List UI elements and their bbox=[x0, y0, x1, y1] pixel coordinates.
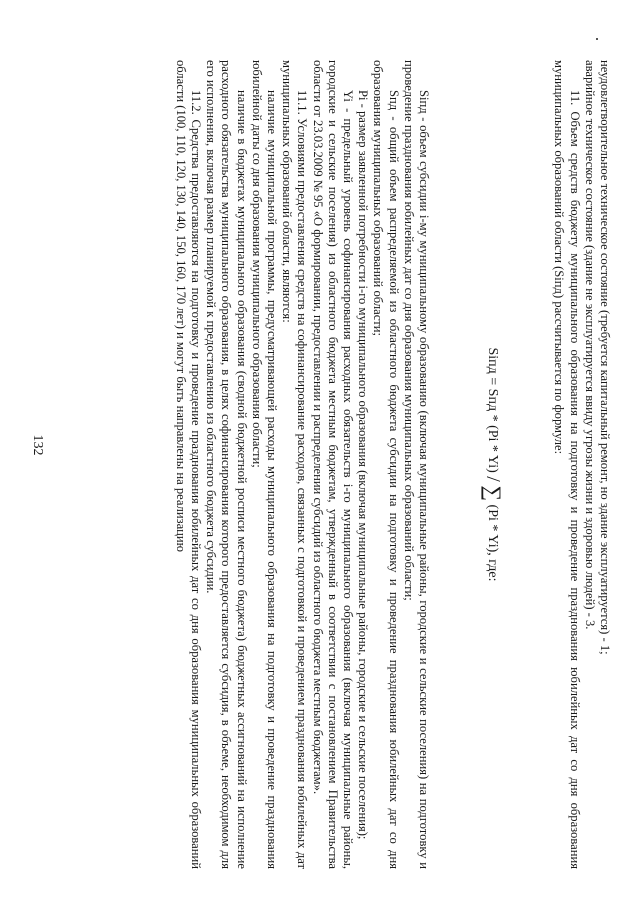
division-slash: / bbox=[482, 476, 505, 482]
paragraph-clause-11-2: 11.2. Средства предоставляются на подготовку и проведение празднования юбилейных дат со дня образования муниципальных образований области (100, 110, 120, 130, 140, 150, 160, 170 лет) и могут быть направлены на реализацию bbox=[173, 60, 203, 869]
definition-si: Siпд - объем субсидии i-му муниципальному образованию (включая муниципальные районы, городские и сельские поселения) на подготовку и проведение празднования юбилейных дат со дня образования муниципальных образований области; bbox=[401, 60, 431, 869]
definition-y: Yi - предельный уровень софинансирования расходных обязательств i-го муниципального образования (включая муниципальные районы, городские и сельские поселения) из областного бюджета местным бюджетам, утвержденный в соответствии с постановлением Правительства области от 23.03.2009 № 95 «О формировании, предоставлении и распределении субсидий из областного бюджета местным бюджетам». bbox=[310, 60, 355, 869]
spacer bbox=[519, 60, 551, 869]
formula bbox=[481, 60, 507, 869]
rotated-page-content bbox=[80, 0, 640, 905]
spacer bbox=[431, 60, 463, 869]
paragraph-clause-11: 11. Объем средств бюджету муниципального образования на подготовку и проведение празднования юбилейных дат со дня образования муниципальных образований области (Siпд) рассчитывается по формуле: bbox=[552, 60, 582, 869]
paragraph-condition-poor: неудовлетворительное техническое состояние (требуется капитальный ремонт, но здание эксплуатируется) - 1; bbox=[598, 60, 612, 655]
sum-sign: ∑ bbox=[481, 485, 507, 502]
paragraph-condition-program: наличие муниципальной программы, предусматривающей расходы муниципального образования на подготовку и проведение празднования юбилейной даты со дня образования муниципального образования области; bbox=[249, 60, 279, 869]
paragraph-clause-11-1: 11.1. Условиями предоставления средств на софинансирование расходов, связанных с подготовкой и проведением празднования юбилейных дат муниципальных образований области, являются: bbox=[280, 60, 310, 869]
page-number: 132 bbox=[30, 434, 45, 456]
definition-s: Sпд - общий объем распределяемой из областного бюджета субсидии на подготовку и проведение празднования юбилейных дат со дня образования муниципальных образований области; bbox=[371, 60, 401, 869]
definition-p: Pi - размер заявленной потребности i-го муниципального образования (включая муниципальные районы, городские и сельские поселения); bbox=[356, 90, 371, 840]
paragraph-condition-budget: наличие в бюджетах муниципального образования (сводной бюджетной росписи местного бюджета) бюджетных ассигнований на исполнение расходного обязательства муниципального образования, в целях софинансирования которого предоставляется субсидия, в объеме, необходимом для его исполнения, включая размер планируемой к предоставлению из областного бюджета субсидии. bbox=[204, 60, 249, 869]
formula-lhs: Siпд = Sпд * (Pi * Yi) bbox=[485, 347, 501, 473]
formula-rhs: (Pi * Yi), где: bbox=[485, 504, 501, 582]
paragraph-condition-emergency: аварийное техническое состояние (здание не эксплуатируется ввиду угрозы жизни и здоровью людей) - 3. bbox=[582, 60, 597, 630]
